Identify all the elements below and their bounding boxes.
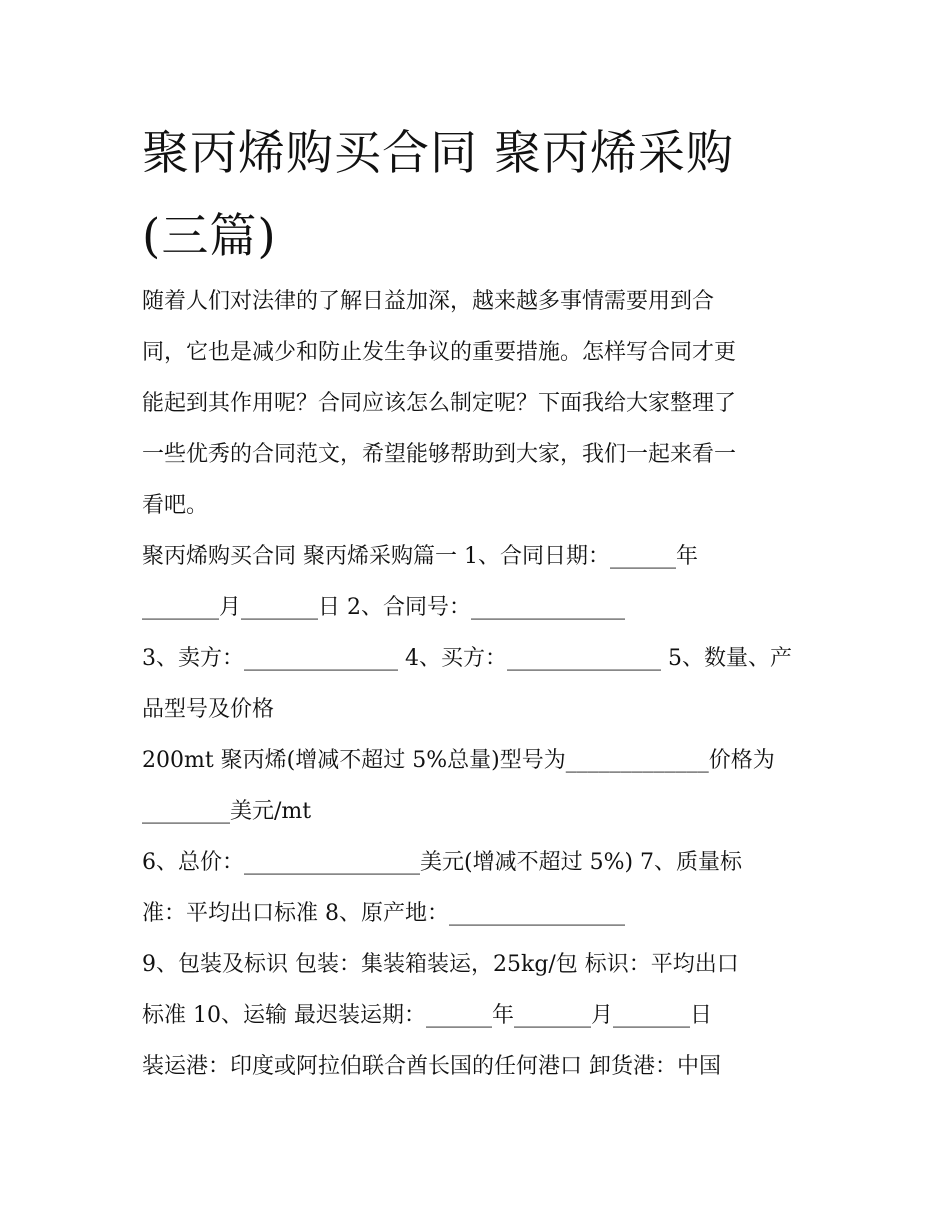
body-line: 3、卖方：______________ 4、买方：______________ 5、数量、产: [142, 646, 792, 671]
body-line: 一些优秀的合同范文，希望能够帮助到大家，我们一起来看一: [142, 442, 737, 467]
body-line: 看吧。: [142, 493, 209, 518]
title-line-2: (三篇): [142, 209, 277, 264]
body-line: _______月_______日 2、合同号：______________: [142, 595, 625, 620]
body-line: 装运港：印度或阿拉伯联合酋长国的任何港口 卸货港：中国: [142, 1054, 721, 1079]
body-line: 准：平均出口标准 8、原产地：________________: [142, 901, 625, 926]
body-line: 品型号及价格: [142, 697, 275, 722]
document-body: [142, 280, 822, 1096]
document-title: [142, 112, 822, 278]
title-line-1: 聚丙烯购买合同 聚丙烯采购: [142, 126, 734, 181]
body-line: 同，它也是减少和防止发生争议的重要措施。怎样写合同才更: [142, 340, 737, 365]
body-line: 200mt 聚丙烯(增减不超过 5%总量)型号为_____________价格为: [142, 748, 775, 773]
body-line: 标准 10、运输 最迟装运期：______年_______月_______日: [142, 1003, 712, 1028]
body-line: 9、包装及标识 包装：集装箱装运，25kg/包 标识：平均出口: [142, 952, 739, 977]
body-line: 能起到其作用呢？合同应该怎么制定呢？下面我给大家整理了: [142, 391, 737, 416]
body-line: 聚丙烯购买合同 聚丙烯采购篇一 1、合同日期：______年: [142, 544, 698, 569]
body-line: 随着人们对法律的了解日益加深，越来越多事情需要用到合: [142, 289, 715, 314]
body-line: 6、总价：________________美元(增减不超过 5%) 7、质量标: [142, 850, 743, 875]
body-line: ________美元/mt: [142, 799, 312, 824]
